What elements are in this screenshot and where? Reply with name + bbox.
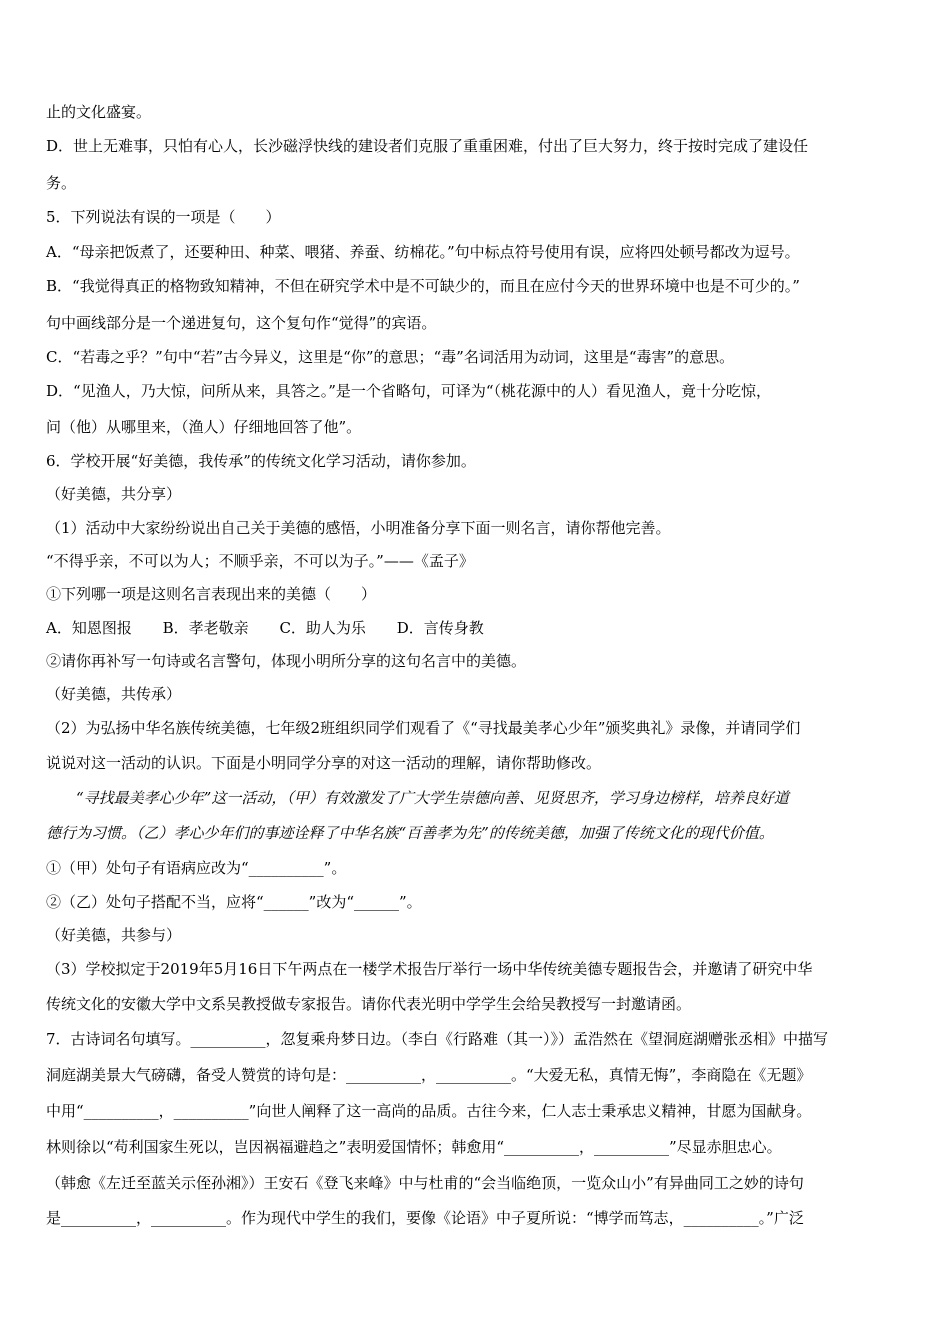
q5-option-d-line2: 问（他）从哪里来，（渔人）仔细地回答了他”。 — [46, 418, 362, 436]
q6-part2-question1: ①（甲）处句子有语病应改为“__________”。 — [46, 859, 347, 877]
q6-quote: “不得乎亲，不可以为人；不顺乎亲，不可以为子。”——《孟子》 — [46, 552, 474, 570]
q6-option-b: B．孝老敬亲 — [162, 619, 249, 637]
q5-option-a: A．“母亲把饭煮了，还要种田、种菜、喂猪、养蚕、纺棉花。”句中标点符号使用有误，应将四处顿号都改为逗号。 — [46, 243, 800, 261]
q7-line5: （韩愈《左迁至蓝关示侄孙湘》）王安石《登飞来峰》中与杜甫的“会当临绝顶，一览众山小”有异曲同工之妙的诗句 — [46, 1174, 804, 1192]
q7-line1: 7．古诗词名句填写。__________，忽复乘舟梦日边。（李白《行路难（其一）》）孟浩然在《望洞庭湖赠张丞相》中描写 — [46, 1030, 829, 1048]
q6-part1-question1: ①下列哪一项是这则名言表现出来的美德（ ） — [46, 585, 377, 603]
q6-section3-title: （好美德，共参与） — [46, 926, 182, 944]
q6-option-a: A．知恩图报 — [46, 619, 132, 637]
q6-part3-prompt-line1: （3）学校拟定于2019年5月16日下午两点在一楼学术报告厅举行一场中华传统美德专题报告会，并邀请了研究中华 — [46, 960, 813, 978]
q6-option-d: D．言传身教 — [396, 619, 484, 637]
q6-section1-title: （好美德，共分享） — [46, 485, 182, 503]
q6-passage-line2: 德行为习惯。（乙）孝心少年们的事迹诠释了中华名族“百善孝为先”的传统美德，加强了传统文化的现代价值。 — [46, 824, 774, 842]
q6-part3-prompt-line2: 传统文化的安徽大学中文系吴教授做专家报告。请你代表光明中学学生会给吴教授写一封邀请函。 — [46, 995, 692, 1013]
q6-part2-prompt-line2: 说说对这一活动的认识。下面是小明同学分享的对这一活动的理解，请你帮助修改。 — [46, 754, 602, 772]
q6-part1-prompt: （1）活动中大家纷纷说出自己关于美德的感悟，小明准备分享下面一则名言，请你帮他完善。 — [46, 519, 671, 537]
q6-part1-question2: ②请你再补写一句诗或名言警句，体现小明所分享的这句名言中的美德。 — [46, 652, 527, 670]
q6-passage-line1: “寻找最美孝心少年”这一活动，（甲）有效激发了广大学生崇德向善、见贤思齐，学习身边榜样，培养良好道 — [76, 789, 789, 807]
q5-option-c: C．“若毒之乎？”句中“若”古今异义，这里是“你”的意思；“毒”名词活用为动词，这里是“毒害”的意思。 — [46, 348, 735, 366]
q7-line4: 林则徐以“苟利国家生死以，岂因祸福避趋之”表明爱国情怀；韩愈用“__________，__________”尽显赤胆忠心。 — [46, 1138, 782, 1156]
q5-option-d-line1: D．“见渔人，乃大惊，问所从来，具答之。”是一个省略句，可译为“（桃花源中的人）看见渔人，竟十分吃惊， — [46, 382, 772, 400]
q6-part2-prompt-line1: （2）为弘扬中华名族传统美德，七年级2班组织同学们观看了《“寻找最美孝心少年”颁奖典礼》录像，并请同学们 — [46, 719, 801, 737]
q4-option-d-line1: D．世上无难事，只怕有心人，长沙磁浮快线的建设者们克服了重重困难，付出了巨大努力，终于按时完成了建设任 — [46, 137, 809, 155]
q5-option-b-line1: B．“我觉得真正的格物致知精神，不但在研究学术中是不可缺少的，而且在应付今天的世界环境中也是不可少的。” — [46, 277, 800, 295]
q7-line2: 洞庭湖美景大气磅礴，备受人赞赏的诗句是：__________，__________。“大爱无私，真情无悔”，李商隐在《无题》 — [46, 1066, 812, 1084]
q4-option-d-line2: 务。 — [46, 174, 77, 192]
q6-options-row — [46, 611, 910, 645]
q6-stem: 6．学校开展“好美德，我传承”的传统文化学习活动，请你参加。 — [46, 452, 476, 470]
q5-stem: 5．下列说法有误的一项是（ ） — [46, 208, 281, 226]
q4-c-ending: 止的文化盛宴。 — [46, 103, 152, 121]
q6-section2-title: （好美德，共传承） — [46, 685, 182, 703]
q6-option-c: C．助人为乐 — [279, 619, 366, 637]
q7-line6: 是__________，__________。作为现代中学生的我们，要像《论语》中子夏所说：“博学而笃志，__________。”广泛 — [46, 1209, 804, 1227]
q7-line3: 中用“__________，__________”向世人阐释了这一高尚的品质。古往今来，仁人志士秉承忠义精神，甘愿为国献身。 — [46, 1102, 812, 1120]
q5-option-b-line2: 句中画线部分是一个递进复句，这个复句作“觉得”的宾语。 — [46, 314, 437, 332]
q6-part2-question2: ②（乙）处句子搭配不当，应将“______”改为“______”。 — [46, 893, 422, 911]
